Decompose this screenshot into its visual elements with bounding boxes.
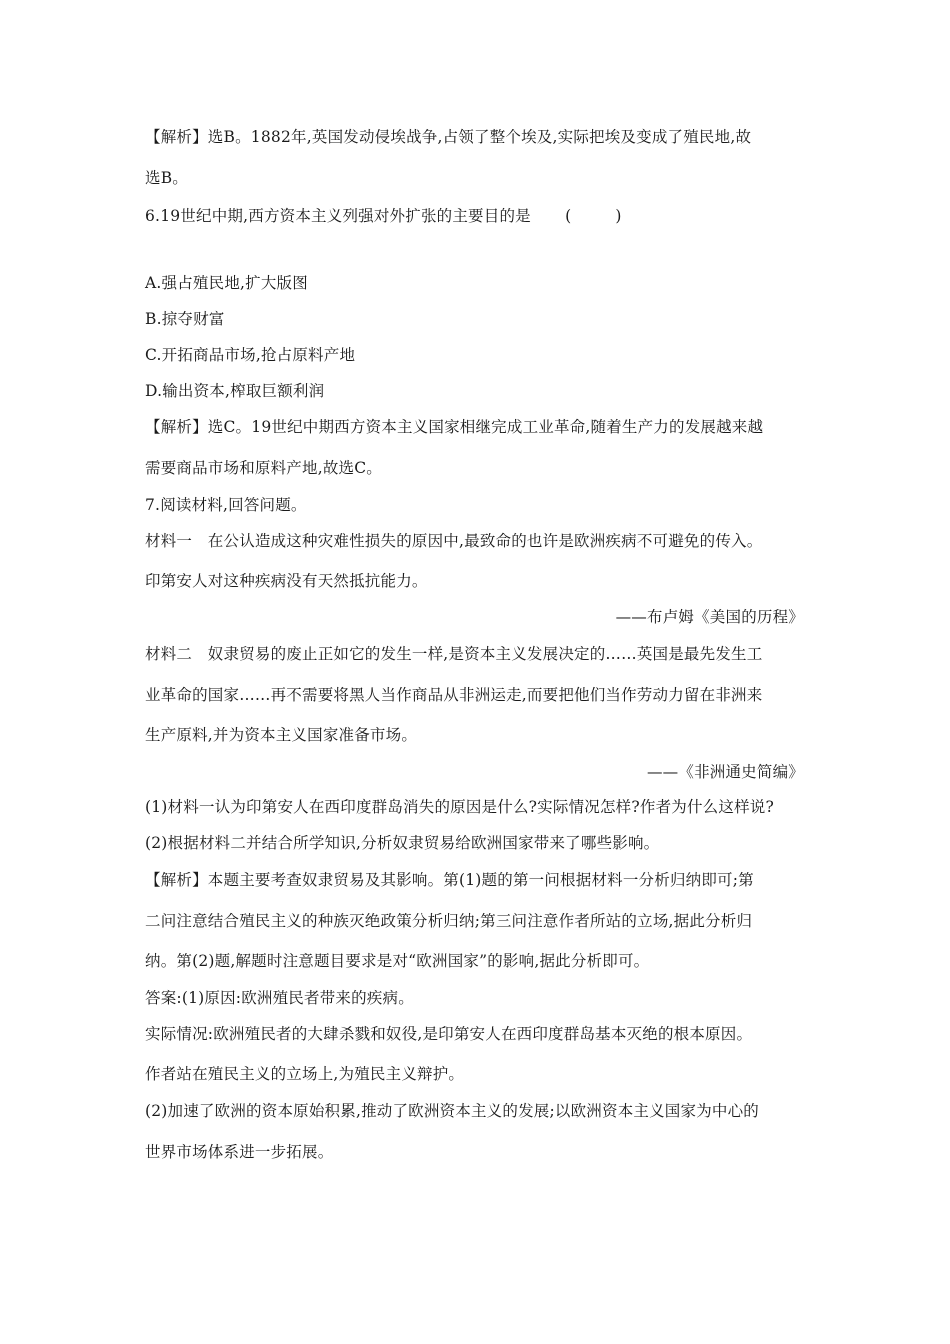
question-7-stem: 7.阅读材料,回答问题。: [145, 496, 307, 514]
answer-2-line1: (2)加速了欧洲的资本原始积累,推动了欧洲资本主义的发展;以欧洲资本主义国家为中心的: [145, 1102, 760, 1120]
material-2-line1: 材料二 奴隶贸易的废止正如它的发生一样,是资本主义发展决定的……英国是最先发生工: [145, 645, 763, 663]
answer-1-actual: 实际情况:欧洲殖民者的大肆杀戮和奴役,是印第安人在西印度群岛基本灭绝的根本原因。: [145, 1025, 753, 1043]
sub-question-1: (1)材料一认为印第安人在西印度群岛消失的原因是什么?实际情况怎样?作者为什么这样说?: [145, 798, 774, 816]
analysis-q7-line1: 【解析】本题主要考查奴隶贸易及其影响。第(1)题的第一问根据材料一分析归纳即可;第: [145, 871, 754, 889]
analysis-q7-line2: 二问注意结合殖民主义的种族灭绝政策分析归纳;第三问注意作者所站的立场,据此分析归: [145, 912, 753, 930]
sub-question-2: (2)根据材料二并结合所学知识,分析奴隶贸易给欧洲国家带来了哪些影响。: [145, 834, 660, 852]
question-6-text: 6.19世纪中期,西方资本主义列强对外扩张的主要目的是: [145, 207, 531, 225]
material-1-line1: 材料一 在公认造成这种灾难性损失的原因中,最致命的也许是欧洲疾病不可避免的传入。: [145, 532, 763, 550]
answer-bracket-open: (: [565, 207, 572, 225]
option-d: D.输出资本,榨取巨额利润: [145, 382, 325, 400]
material-1-source: ——布卢姆《美国的历程》: [615, 608, 804, 626]
analysis-q6-line1: 【解析】选C。19世纪中期西方资本主义国家相继完成工业革命,随着生产力的发展越来越: [145, 418, 764, 436]
material-2-line3: 生产原料,并为资本主义国家准备市场。: [145, 726, 418, 744]
material-2-source: ——《非洲通史简编》: [646, 763, 804, 781]
analysis-q5-line2: 选B。: [145, 169, 188, 187]
material-2-line2: 业革命的国家……再不需要将黑人当作商品从非洲运走,而要把他们当作劳动力留在非洲来: [145, 686, 763, 704]
analysis-q7-line3: 纳。第(2)题,解题时注意题目要求是对“欧洲国家”的影响,据此分析即可。: [145, 952, 650, 970]
answer-1-author: 作者站在殖民主义的立场上,为殖民主义辩护。: [145, 1065, 465, 1083]
analysis-q6-line2: 需要商品市场和原料产地,故选C。: [145, 459, 382, 477]
option-c: C.开拓商品市场,抢占原料产地: [145, 346, 356, 364]
answer-2-line2: 世界市场体系进一步拓展。: [145, 1143, 334, 1161]
answer-1-reason: 答案:(1)原因:欧洲殖民者带来的疾病。: [145, 989, 414, 1007]
question-6-stem: [145, 206, 622, 226]
option-a: A.强占殖民地,扩大版图: [145, 274, 308, 292]
answer-bracket-close: ): [615, 207, 622, 225]
analysis-q5-line1: 【解析】选B。1882年,英国发动侵埃战争,占领了整个埃及,实际把埃及变成了殖民地,故: [145, 128, 752, 146]
option-b: B.掠夺财富: [145, 310, 225, 328]
material-1-line2: 印第安人对这种疾病没有天然抵抗能力。: [145, 572, 428, 590]
